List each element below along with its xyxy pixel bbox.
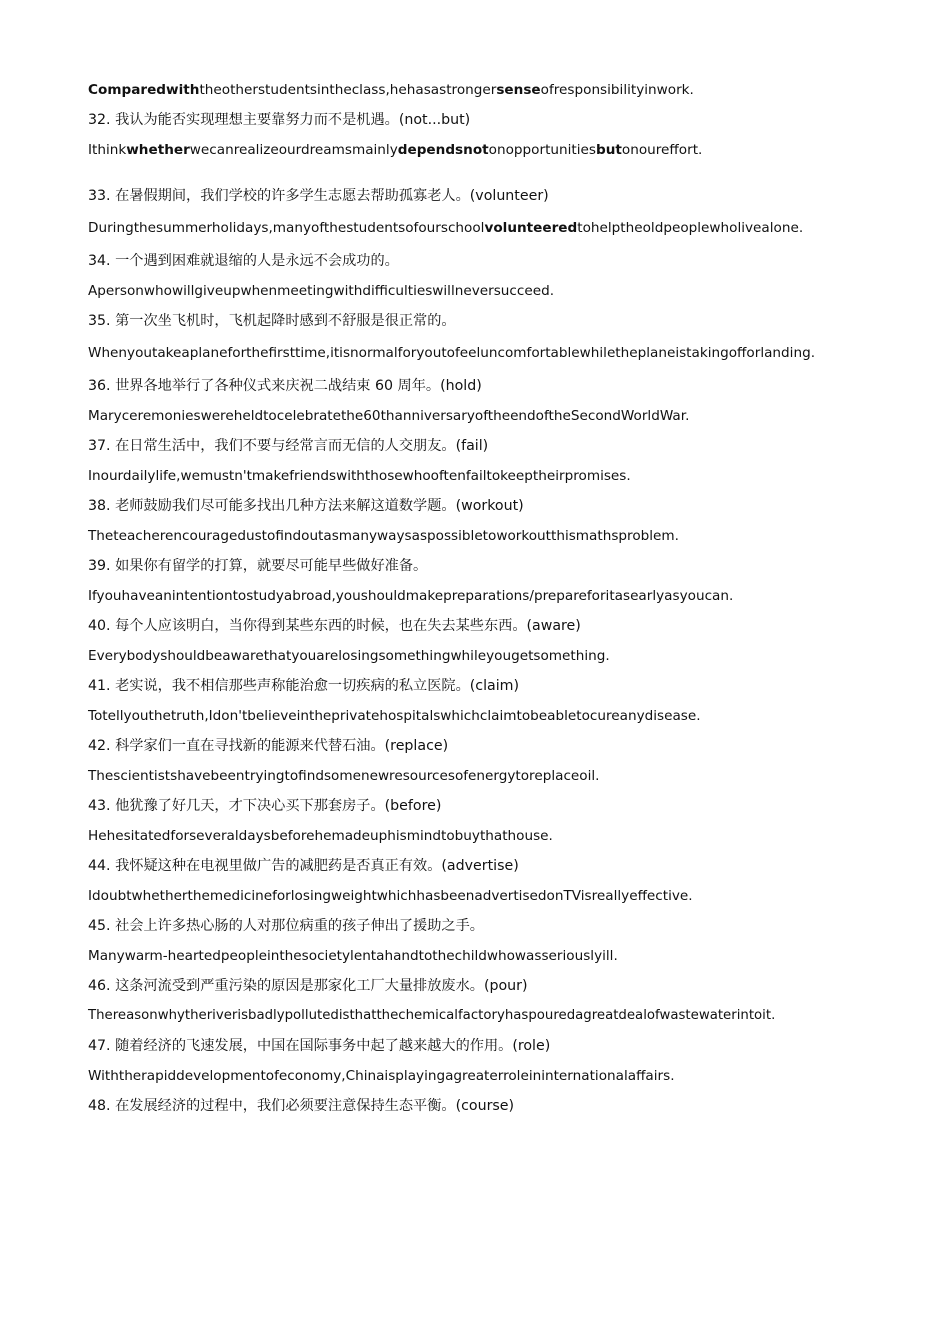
qa-item (88, 796, 864, 856)
bold-phrase: Comparedwith (88, 82, 200, 98)
qa-item (88, 496, 864, 556)
question-32: 32. 我认为能否实现理想主要靠努力而不是机遇。(not...but) (88, 112, 471, 128)
answer-text: Theteacherencouragedustofindoutasmanywaysaspossibletoworkoutthismathsproblem. (88, 528, 679, 544)
qa-item (88, 976, 864, 1036)
question-text: 34. 一个遇到困难就退缩的人是永远不会成功的。 (88, 253, 399, 269)
question-text: 45. 社会上许多热心肠的人对那位病重的孩子伸出了援助之手。 (88, 918, 484, 934)
question-text: 47. 随着经济的飞速发展，中国在国际事务中起了越来越大的作用。(role) (88, 1038, 551, 1054)
question-text: 41. 老实说，我不相信那些声称能治愈一切疾病的私立医院。(claim) (88, 678, 520, 694)
qa-item (88, 251, 864, 311)
question-text: 38. 老师鼓励我们尽可能多找出几种方法来解这道数学题。(workout) (88, 498, 524, 514)
question-text: 37. 在日常生活中，我们不要与经常言而无信的人交朋友。(fail) (88, 438, 489, 454)
qa-item (88, 376, 864, 436)
answer-text: Ifyouhaveanintentiontostudyabroad,youshouldmakepreparations/prepareforitasearlyasyoucan. (88, 588, 734, 604)
answer-text: Everybodyshouldbeawarethatyouarelosingsomethingwhileyougetsomething. (88, 648, 610, 664)
answer-text: Apersonwhowillgiveupwhenmeetingwithdifficultieswillneversucceed. (88, 283, 555, 299)
qa-item (88, 736, 864, 796)
qa-item (88, 311, 864, 376)
answer-33: Duringthesummerholidays,manyofthestudentsofourschoolvolunteeredtohelptheoldpeoplewholivealone. (88, 220, 804, 236)
answer-text: Thescientistshavebeentryingtofindsomenewresourcesofenergytoreplaceoil. (88, 768, 600, 784)
answer-text: IdoubtwhetherthemedicineforlosingweightwhichhasbeenadvertisedonTVisreallyeffective. (88, 888, 693, 904)
bold-phrase: but (595, 142, 622, 158)
question-48: 48. 在发展经济的过程中，我们必须要注意保持生态平衡。(course) (88, 1098, 515, 1114)
qa-item (88, 436, 864, 496)
bold-phrase: whether (126, 142, 190, 158)
qa-item (88, 676, 864, 736)
question-text: 44. 我怀疑这种在电视里做广告的减肥药是否真正有效。(advertise) (88, 858, 519, 874)
question-33: 33. 在暑假期间，我们学校的许多学生志愿去帮助孤寡老人。(volunteer) (88, 188, 549, 204)
answer-text: Inourdailylife,wemustn'tmakefriendswiththosewhooftenfailtokeeptheirpromises. (88, 468, 631, 484)
qa-item (88, 556, 864, 616)
qa-item (88, 916, 864, 976)
qa-item (88, 1036, 864, 1096)
answer-text: Hehesitatedforseveraldaysbeforehemadeuphismindtobuythathouse. (88, 828, 553, 844)
answer-text: Maryceremonieswereheldtocelebratethe60thanniversaryoftheendoftheSecondWorldWar. (88, 408, 690, 424)
answer-text: Withtherapiddevelopmentofeconomy,Chinaisplayingagreaterroleininternationalaffairs. (88, 1068, 675, 1084)
qa-item (88, 616, 864, 676)
question-text: 46. 这条河流受到严重污染的原因是那家化工厂大量排放废水。(pour) (88, 978, 528, 994)
intro-answer: Comparedwiththeotherstudentsintheclass,hehasastrongersenseofresponsibilityinwork. (88, 82, 694, 98)
answer-text: Totellyouthetruth,Idon'tbelieveintheprivatehospitalswhichclaimtobeabletocureanydisease. (88, 708, 701, 724)
bold-phrase: volunteered (484, 220, 578, 236)
question-text: 42. 科学家们一直在寻找新的能源来代替石油。(replace) (88, 738, 449, 754)
question-text: 39. 如果你有留学的打算，就要尽可能早些做好准备。 (88, 558, 428, 574)
question-list (88, 251, 864, 1096)
question-text: 35. 第一次坐飞机时，飞机起降时感到不舒服是很正常的。 (88, 313, 456, 329)
bold-phrase: dependsnot (397, 142, 489, 158)
answer-text: Thereasonwhytheriverisbadlypollutedisthatthechemicalfactoryhaspouredagreatdealofwastewaterintoit. (88, 1008, 776, 1023)
document-page (88, 80, 864, 1116)
question-text: 40. 每个人应该明白，当你得到某些东西的时候，也在失去某些东西。(aware) (88, 618, 581, 634)
answer-text: Manywarm-heartedpeopleinthesocietylentahandtothechildwhowasseriouslyill. (88, 948, 618, 964)
qa-item (88, 856, 864, 916)
question-text: 43. 他犹豫了好几天，才下决心买下那套房子。(before) (88, 798, 442, 814)
answer-text: Whenyoutakeaplaneforthefirsttime,itisnormalforyoutofeeluncomfortablewhiletheplaneistakingofforlanding. (88, 345, 816, 361)
answer-32: Ithinkwhetherwecanrealizeourdreamsmainlydependsnotonopportunitiesbutonoureffort. (88, 142, 703, 158)
bold-phrase: sense (496, 82, 541, 98)
question-text: 36. 世界各地举行了各种仪式来庆祝二战结束 60 周年。(hold) (88, 378, 482, 394)
